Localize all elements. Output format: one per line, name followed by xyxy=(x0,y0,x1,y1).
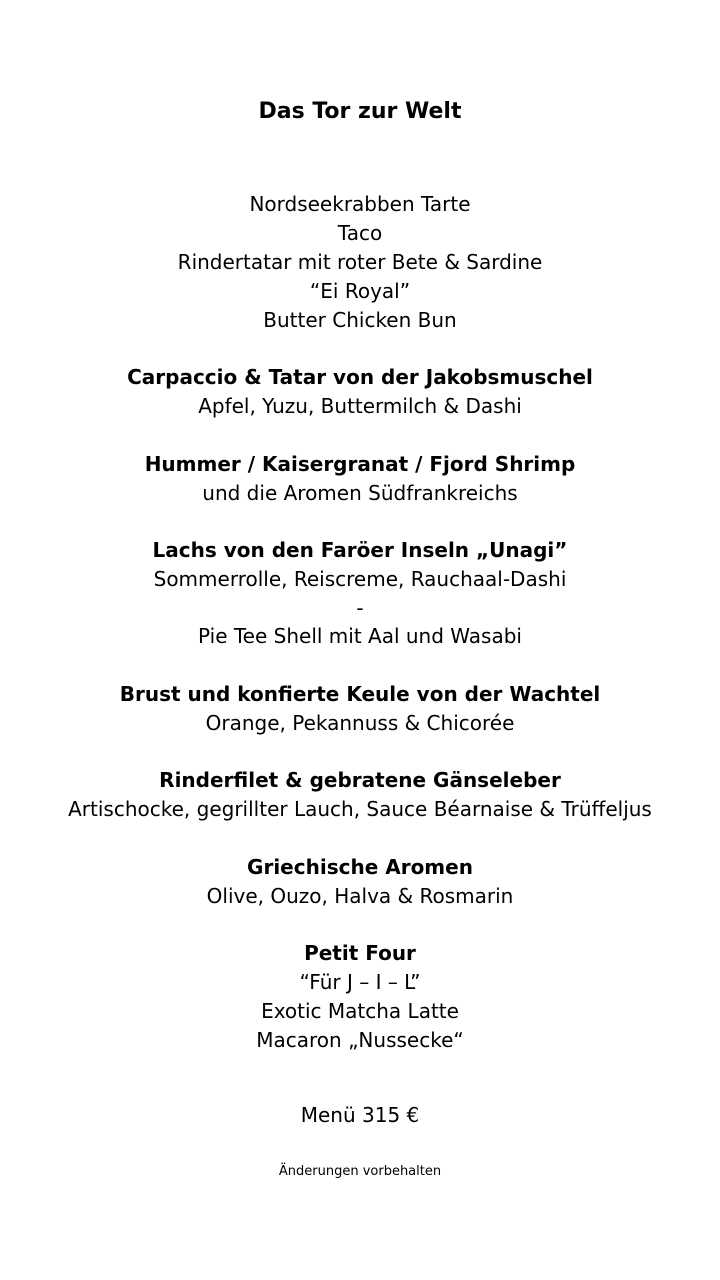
course-title: Lachs von den Faröer Inseln „Unagi” xyxy=(152,538,568,562)
course-detail: Orange, Pekannuss & Chicorée xyxy=(205,711,515,735)
course-title: Griechische Aromen xyxy=(247,855,473,879)
course-detail: und die Aromen Südfrankreichs xyxy=(202,481,518,505)
course-detail: Apfel, Yuzu, Buttermilch & Dashi xyxy=(198,394,522,418)
amuse-item: Nordseekrabben Tarte xyxy=(249,192,471,216)
course-detail: Artischocke, gegrillter Lauch, Sauce Béarnaise & Trüffeljus xyxy=(68,797,652,821)
amuse-item: Butter Chicken Bun xyxy=(263,308,457,332)
course-detail: “Für J – I – L” xyxy=(299,970,421,994)
course-detail: Sommerrolle, Reiscreme, Rauchaal-Dashi xyxy=(153,567,567,591)
menu-title: Das Tor zur Welt xyxy=(258,99,462,124)
menu-price: Menü 315 € xyxy=(300,1103,420,1127)
amuse-item: Rindertatar mit roter Bete & Sardine xyxy=(177,250,543,274)
course-title: Rinderfilet & gebratene Gänseleber xyxy=(159,768,561,792)
course-detail: Exotic Matcha Latte xyxy=(261,999,459,1023)
footnote: Änderungen vorbehalten xyxy=(278,1164,442,1179)
course-detail: Macaron „Nussecke“ xyxy=(256,1028,464,1052)
course-title: Hummer / Kaisergranat / Fjord Shrimp xyxy=(144,452,576,476)
course-title: Brust und konfierte Keule von der Wachtel xyxy=(119,682,601,706)
amuse-item: Taco xyxy=(337,221,383,245)
amuse-item: “Ei Royal” xyxy=(309,279,411,303)
course-title: Carpaccio & Tatar von der Jakobsmuschel xyxy=(127,365,593,389)
course-detail: Pie Tee Shell mit Aal und Wasabi xyxy=(198,624,522,648)
course-title: Petit Four xyxy=(304,941,416,965)
course-detail: Olive, Ouzo, Halva & Rosmarin xyxy=(206,884,514,908)
course-detail: - xyxy=(356,596,364,620)
